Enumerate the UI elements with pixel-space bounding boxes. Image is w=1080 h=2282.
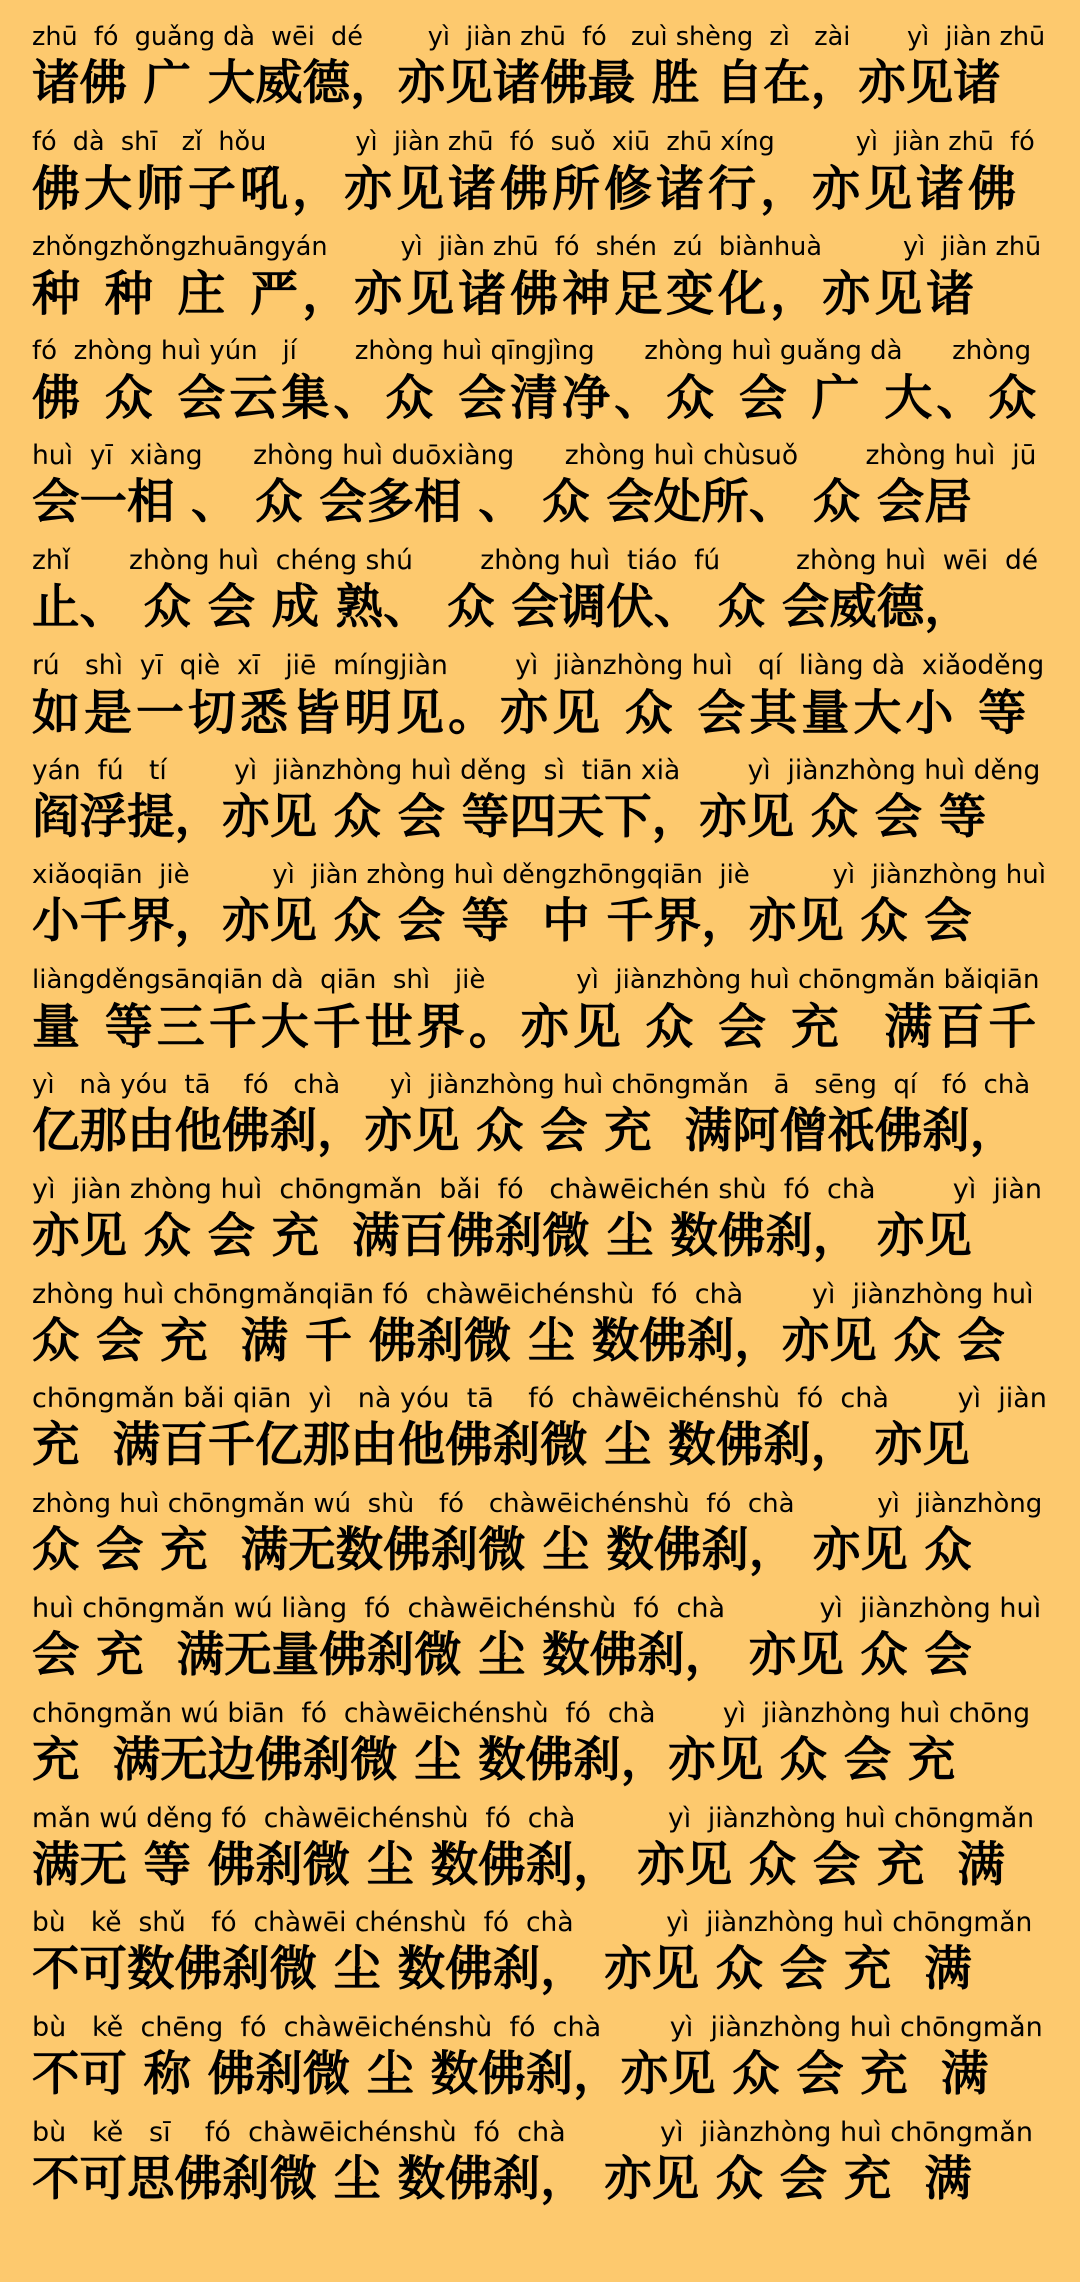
verse-line (32, 858, 1048, 963)
hanzi-text: 佛 众 会云集、众 会清净、众 会 广 大、众 (32, 370, 1041, 427)
hanzi-text: 不可数佛刹微 尘 数佛刹， 亦见 众 会 充 满 (32, 1942, 972, 1998)
pinyin-text: huì chōngmǎn wú liàng fó chàwēichénshù fó chà yì jiànzhòng huì (32, 1592, 1042, 1624)
pinyin-text: fó zhòng huì yún jí zhòng huì qīngjìng zhòng huì guǎng dà zhòng (32, 336, 1032, 367)
pinyin-text: yán fú tí yì jiànzhòng huì děng sì tiān xià yì jiànzhòng huì děng (32, 754, 1041, 786)
hanzi-text: 众 会 充 满 千 佛刹微 尘 数佛刹，亦见 众 会 (32, 1313, 1005, 1369)
hanzi-text: 会 充 满无量佛刹微 尘 数佛刹， 亦见 众 会 (32, 1627, 972, 1683)
pinyin-text: zhòng huì chōngmǎn wú shù fó chàwēichénshù fó chà yì jiànzhòng (32, 1489, 1043, 1520)
verse-line (32, 1487, 1048, 1592)
pinyin-text: bù kě sī fó chàwēichénshù fó chà yì jiànzhòng huì chōngmǎn (32, 2116, 1033, 2148)
pinyin-text: liàngděngsānqiān dà qiān shì jiè yì jiànzhòng huì chōngmǎn bǎiqiān (32, 965, 1040, 996)
hanzi-text: 不可思佛刹微 尘 数佛刹， 亦见 众 会 充 满 (32, 2151, 972, 2207)
pinyin-text: zhǒngzhǒngzhuāngyán yì jiàn zhū fó shén zú biànhuà yì jiàn zhū (32, 231, 1042, 262)
verse-line (32, 1173, 1048, 1278)
pinyin-text: huì yī xiàng zhòng huì duōxiàng zhòng huì chùsuǒ zhòng huì jū (32, 440, 1037, 472)
hanzi-text: 亿那由他佛刹，亦见 众 会 充 满阿僧祇佛刹， (32, 1103, 1018, 1159)
verse-line (32, 754, 1048, 859)
pinyin-text: chōngmǎn bǎi qiān yì nà yóu tā fó chàwēichénshù fó chà yì jiàn (32, 1383, 1047, 1415)
verse-line (32, 2011, 1048, 2116)
verse-line (32, 1697, 1048, 1802)
verse-line (32, 963, 1048, 1068)
hanzi-text: 满无 等 佛刹微 尘 数佛刹， 亦见 众 会 充 满 (32, 1837, 1005, 1893)
hanzi-text: 充 满百千亿那由他佛刹微 尘 数佛刹， 亦见 (32, 1418, 970, 1474)
hanzi-text: 阎浮提，亦见 众 会 等四天下，亦见 众 会 等 (32, 789, 987, 845)
verse-line (32, 1592, 1048, 1697)
verse-line (32, 1802, 1048, 1907)
hanzi-text: 如是一切悉皆明见。亦见 众 会其量大小 等 (32, 684, 1031, 741)
hanzi-text: 小千界，亦见 众 会 等 中 千界，亦见 众 会 (32, 894, 972, 950)
hanzi-text: 量 等三千大千世界。亦见 众 会 充 满百千 (32, 999, 1041, 1056)
verse-line (32, 1382, 1048, 1487)
hanzi-text: 会一相 、 众 会多相 、 众 会处所、 众 会居 (32, 475, 972, 531)
hanzi-text: 止、 众 会 成 熟、 众 会调伏、 众 会威德， (32, 579, 972, 635)
verse-line (32, 230, 1048, 335)
pinyin-text: bù kě chēng fó chàwēichénshù fó chà yì jiànzhòng huì chōngmǎn (32, 2012, 1043, 2044)
verse-line (32, 2116, 1048, 2221)
hanzi-text: 佛大师子吼，亦见诸佛所修诸行，亦见诸佛 (32, 160, 1021, 217)
verse-line (32, 1278, 1048, 1383)
pinyin-text: bù kě shǔ fó chàwēi chénshù fó chà yì jiànzhòng huì chōngmǎn (32, 1907, 1033, 1939)
pinyin-text: rú shì yī qiè xī jiē míngjiàn yì jiànzhòng huì qí liàng dà xiǎoděng (32, 649, 1045, 681)
pinyin-text: xiǎoqiān jiè yì jiàn zhòng huì děngzhōngqiān jiè yì jiànzhòng huì (32, 860, 1046, 891)
pinyin-text: chōngmǎn wú biān fó chàwēichénshù fó chà yì jiànzhòng huì chōng (32, 1697, 1031, 1729)
verse-line (32, 1906, 1048, 2011)
pinyin-text: zhòng huì chōngmǎnqiān fó chàwēichénshù fó chà yì jiànzhòng huì (32, 1278, 1034, 1310)
hanzi-text: 诸佛 广 大威德，亦见诸佛最 胜 自在，亦见诸 (32, 56, 1001, 111)
pinyin-text: yì jiàn zhòng huì chōngmǎn bǎi fó chàwēichén shù fó chà yì jiàn (32, 1173, 1043, 1205)
verse-line (32, 1068, 1048, 1173)
verse-line (32, 125, 1048, 230)
hanzi-text: 充 满无边佛刹微 尘 数佛刹，亦见 众 会 充 (32, 1732, 956, 1788)
verse-line (32, 439, 1048, 544)
hanzi-text: 不可 称 佛刹微 尘 数佛刹，亦见 众 会 充 满 (32, 2047, 989, 2103)
verse-line (32, 20, 1048, 125)
verse-line (32, 544, 1048, 649)
pinyin-text: fó dà shī zǐ hǒu yì jiàn zhū fó suǒ xiū zhū xíng yì jiàn zhū fó (32, 126, 1035, 157)
pinyin-text: yì nà yóu tā fó chà yì jiànzhòng huì chōngmǎn ā sēng qí fó chà (32, 1069, 1031, 1100)
verse-line (32, 649, 1048, 754)
pinyin-text: mǎn wú děng fó chàwēichénshù fó chà yì jiànzhòng huì chōngmǎn (32, 1802, 1035, 1834)
pinyin-text: zhū fó guǎng dà wēi dé yì jiàn zhū fó zuì shèng zì zài yì jiàn zhū (32, 22, 1046, 52)
verse-line (32, 334, 1048, 439)
hanzi-text: 众 会 充 满无数佛刹微 尘 数佛刹， 亦见 众 (32, 1523, 972, 1579)
hanzi-text: 亦见 众 会 充 满百佛刹微 尘 数佛刹， 亦见 (32, 1208, 972, 1264)
hanzi-text: 种 种 庄 严，亦见诸佛神足变化，亦见诸 (32, 265, 979, 322)
pinyin-text: zhǐ zhòng huì chéng shú zhòng huì tiáo fú zhòng huì wēi dé (32, 544, 1039, 576)
